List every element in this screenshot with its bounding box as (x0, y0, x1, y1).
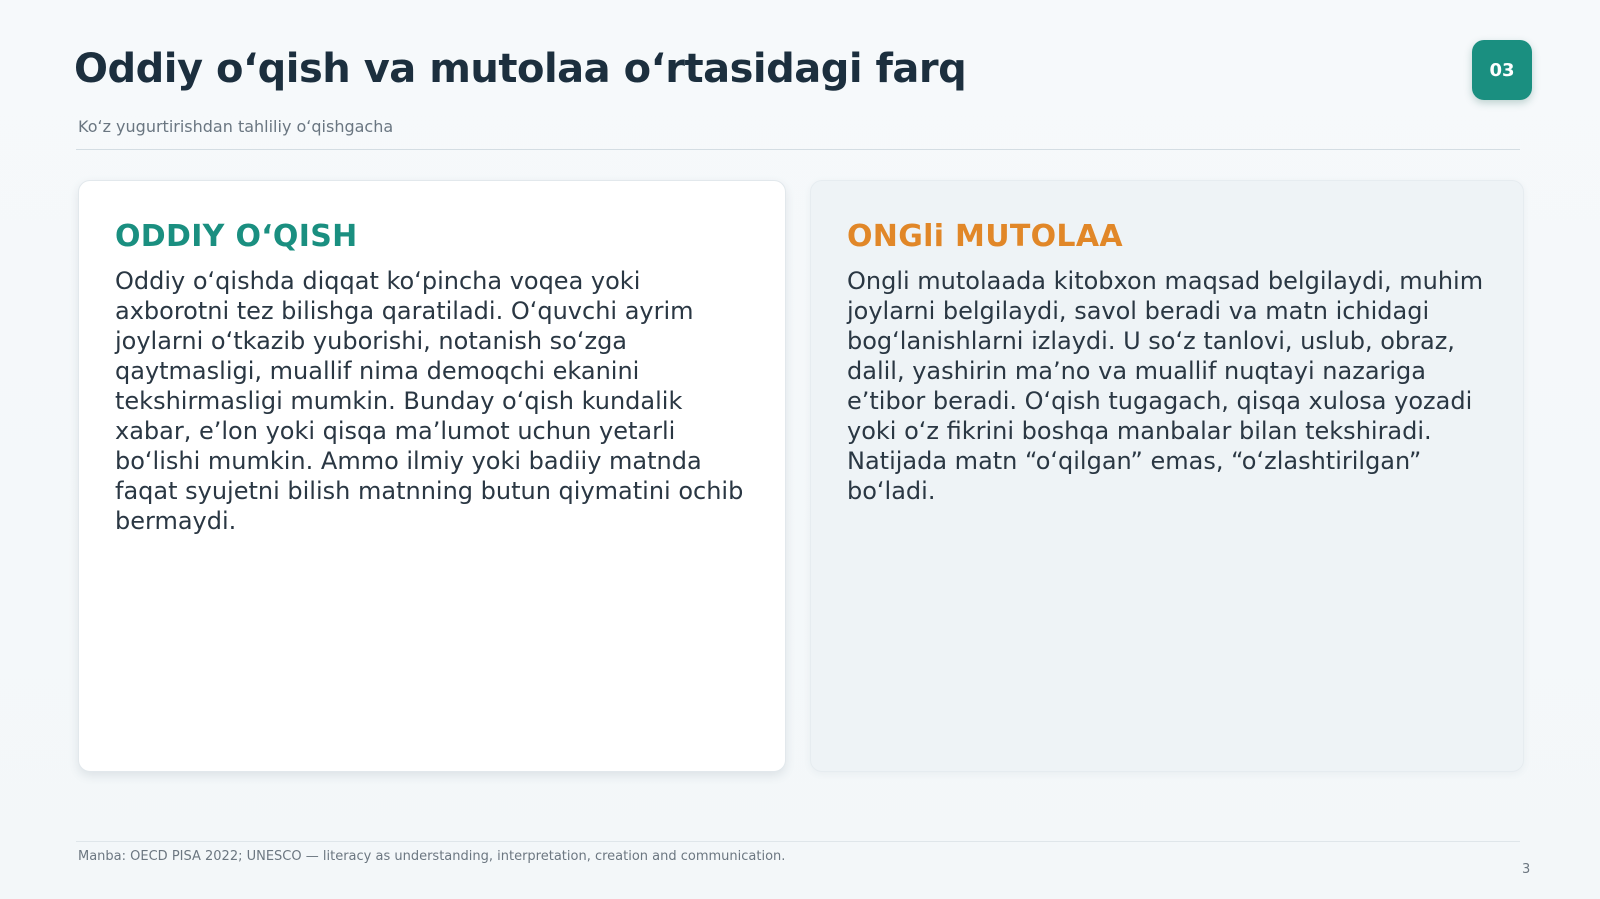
source-note: Manba: OECD PISA 2022; UNESCO — literacy as understanding, interpretation, creation and communication. (78, 849, 786, 864)
card-simple-reading (78, 180, 786, 772)
card-body: Oddiy oʻqishda diqqat koʻpincha voqea yoki axborotni tez bilishga qaratiladi. Oʻquvchi ayrim joylarni oʻtkazib yuborishi, notanish soʻzga qaytmasligi, muallif nima demoqchi ekanini tekshirmasligi mumkin. Bunday oʻqish kundalik xabar, eʼlon yoki qisqa maʼlumot uchun yetarli boʻlishi mumkin. Ammo ilmiy yoki badiiy matnda faqat syujetni bilish matnning butun qiymatini ochib bermaydi. (115, 267, 744, 535)
footer-divider (76, 841, 1520, 842)
card-body: Ongli mutolaada kitobxon maqsad belgilaydi, muhim joylarni belgilaydi, savol beradi va matn ichidagi bogʻlanishlarni izlaydi. U soʻz tanlovi, uslub, obraz, dalil, yashirin maʼno va muallif nuqtayi nazariga eʼtibor beradi. Oʻqish tugagach, qisqa xulosa yozadi yoki oʻz fikrini boshqa manbalar bilan tekshiradi. Natijada matn “oʻqilgan” emas, “oʻzlashtirilgan” boʻladi. (847, 267, 1484, 505)
card-conscious-reading (810, 180, 1524, 772)
slide-title: Oddiy oʻqish va mutolaa oʻrtasidagi farq (74, 46, 967, 92)
slide-number-badge: 03 (1472, 40, 1532, 100)
header-divider (76, 149, 1520, 150)
card-heading: ONGli MUTOLAA (847, 219, 1123, 254)
slide-subtitle: Koʻz yugurtirishdan tahliliy oʻqishgacha (78, 117, 394, 136)
page-number: 3 (1522, 862, 1531, 877)
card-heading: ODDIY OʻQISH (115, 219, 358, 254)
